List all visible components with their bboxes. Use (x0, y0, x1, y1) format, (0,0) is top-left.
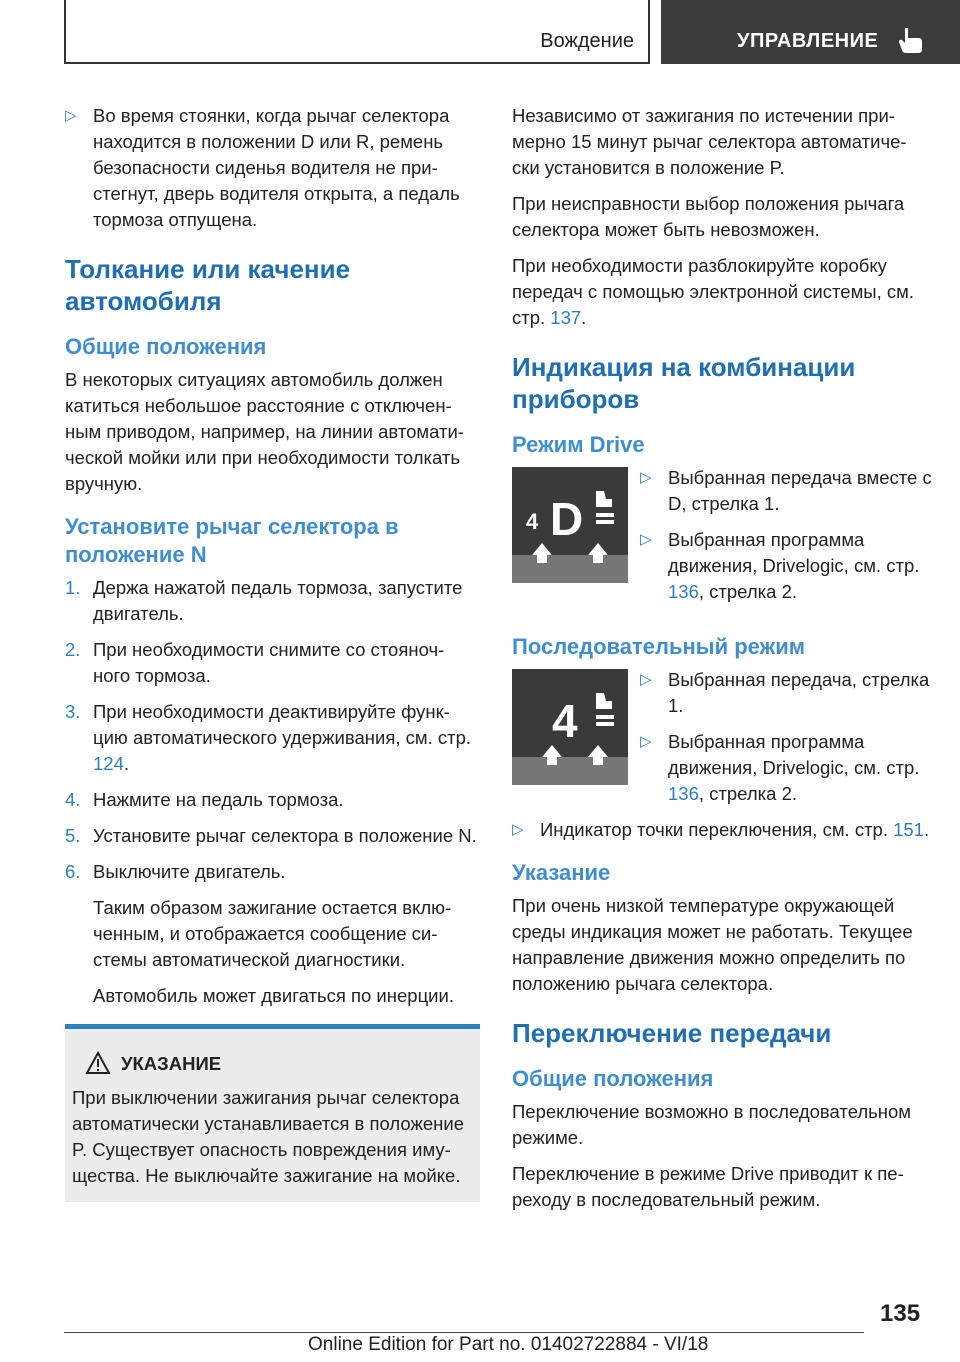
bullet-text: Выбранная программа движения, Drivelogic, см. стр. (668, 529, 920, 576)
page-link[interactable]: 124 (93, 753, 124, 774)
step-text: Установите рычаг селектора в положение N. (93, 825, 477, 846)
heading-shift: Переключение передачи (512, 1018, 832, 1048)
left-column (65, 103, 480, 1019)
bullet-icon: ▷ (65, 107, 77, 124)
header-section-box (64, 0, 650, 64)
page-link[interactable]: 136 (668, 783, 699, 804)
step-number: 6. (65, 861, 81, 882)
bullet-text: Во время стоянки, когда рычаг селектора находится в положении D или R, ремень безопасности сиденья водителя не при-стегнут, дверь водителя открыта, а педаль тормоза отпущена. (93, 105, 460, 230)
sequential-figure-row (512, 667, 932, 807)
header-chapter-box (661, 0, 960, 64)
bullet-icon: ▷ (640, 469, 652, 486)
list-item (640, 527, 932, 605)
step-text: При необходимости деактивируйте функ-цию автоматического удерживания, см. стр. (93, 701, 472, 748)
heading-indication: Индикация на комбинации приборов (512, 352, 856, 414)
paragraph-text: При необходимости разблокируйте коробку передач с помощью электронной системы, см. стр. (512, 255, 914, 328)
step-number: 3. (65, 701, 81, 722)
paragraph: Переключение возможно в последовательном режиме. (512, 1101, 912, 1148)
bullet-icon: ▷ (640, 733, 652, 750)
list-item: ▷ Индикатор точки переключения, см. стр. 151. (512, 817, 932, 843)
step-item (65, 787, 480, 813)
step-item (65, 637, 480, 689)
drive-bullets (640, 465, 932, 605)
step-item (65, 699, 480, 777)
heading-general: Общие положения (65, 334, 267, 359)
bullet-text: Выбранная программа движения, Drivelogic, см. стр. (668, 731, 920, 778)
bullet-text: Индикатор точки переключения, см. стр. (540, 819, 894, 840)
header-section-title: Вождение (540, 30, 634, 52)
steering-hand-icon (897, 26, 923, 54)
paragraph: Независимо от зажигания по истечении при-мерно 15 минут рычаг селектора автоматиче-ски установится в положение P. (512, 105, 907, 178)
step-text-after: . (123, 753, 130, 774)
warning-title: УКАЗАНИЕ (121, 1053, 222, 1074)
step-text: Держа нажатой педаль тормоза, запустите двигатель. (93, 577, 463, 624)
warning-text: При выключении зажигания рычаг селектора автоматически устанавливается в положение P. Существует опасность повреждения иму-щества. Не выключайте зажигание на мойке. (72, 1087, 465, 1186)
note-text: При очень низкой температуре окружающей среды индикация может не работать. Текущее направление движения можно определить по положению рычага селектора. (512, 895, 913, 994)
page-link[interactable]: 151 (893, 819, 925, 840)
heading-drive: Режим Drive (512, 432, 645, 457)
heading-general-2: Общие положения (512, 1066, 714, 1091)
step-text: При необходимости снимите со стояноч-ного тормоза. (93, 639, 445, 686)
right-column (512, 103, 932, 1223)
step-item (65, 823, 480, 849)
step-number: 4. (65, 789, 81, 810)
bullet-icon: ▷ (640, 671, 652, 688)
drive-display-drawing (512, 467, 628, 583)
footer-divider (64, 1332, 864, 1333)
list-item (640, 465, 932, 517)
page-number: 135 (880, 1300, 921, 1327)
page-link[interactable]: 136 (668, 581, 699, 602)
drive-figure-row (512, 465, 932, 605)
step-continuation: Автомобиль может двигаться по инерции. (93, 985, 454, 1006)
sequential-bullets (640, 667, 932, 807)
bullet-icon: ▷ (640, 531, 652, 548)
gear-digit: 4 (552, 695, 578, 747)
bullet-text-after: , стрелка 2. (698, 581, 797, 602)
step-text: Выключите двигатель. (93, 861, 286, 882)
bullet-icon: ▷ (512, 821, 524, 838)
step-item (65, 575, 480, 627)
list-item (640, 729, 932, 807)
step-text: Нажмите на педаль тормоза. (93, 789, 344, 810)
footer-edition: Online Edition for Part no. 01402722884 - VI/18 (308, 1334, 709, 1355)
list-item (640, 667, 932, 719)
page-link[interactable]: 137 (550, 307, 582, 328)
sequential-display-drawing (512, 669, 628, 785)
warning-triangle-icon (85, 1051, 111, 1075)
sequential-display-image (512, 669, 628, 785)
heading-note: Указание (512, 860, 611, 885)
paragraph: При необходимости разблокируйте коробку передач с помощью электронной системы, см. стр. 137. (512, 255, 914, 328)
bullet-text: Выбранная передача, стрелка 1. (668, 669, 930, 716)
step-number: 5. (65, 825, 81, 846)
gear-digit: 4 (526, 509, 539, 534)
mode-letter: D (550, 493, 584, 545)
step-continuation: Таким образом зажигание остается вклю-ченным, и отображается сообщение си-стемы автоматической диагностики. (93, 897, 452, 970)
paragraph: Переключение в режиме Drive приводит к пе-реходу в последовательный режим. (512, 1163, 904, 1210)
header-chapter-title: УПРАВЛЕНИЕ (737, 30, 879, 52)
step-number: 1. (65, 577, 81, 598)
general-text: В некоторых ситуациях автомобиль должен катиться небольшое расстояние с отключен-ным приводом, например, на линии автомати-ческой мойки или при необходимости толкать вручную. (65, 369, 464, 494)
heading-push: Толкание или качение автомобиля (65, 254, 351, 316)
step-item (65, 859, 480, 885)
bullet-text-after: , стрелка 2. (698, 783, 797, 804)
drive-display-image (512, 467, 628, 583)
warning-box (65, 1024, 480, 1202)
step-number: 2. (65, 639, 81, 660)
paragraph: При неисправности выбор положения рычага селектора может быть невозможен. (512, 193, 905, 240)
heading-sequential: Последовательный режим (512, 634, 805, 659)
list-item (65, 103, 480, 233)
bullet-text: Выбранная передача вместе с D, стрелка 1. (668, 467, 932, 514)
heading-set-n: Установите рычаг селектора в положение N (65, 514, 399, 567)
